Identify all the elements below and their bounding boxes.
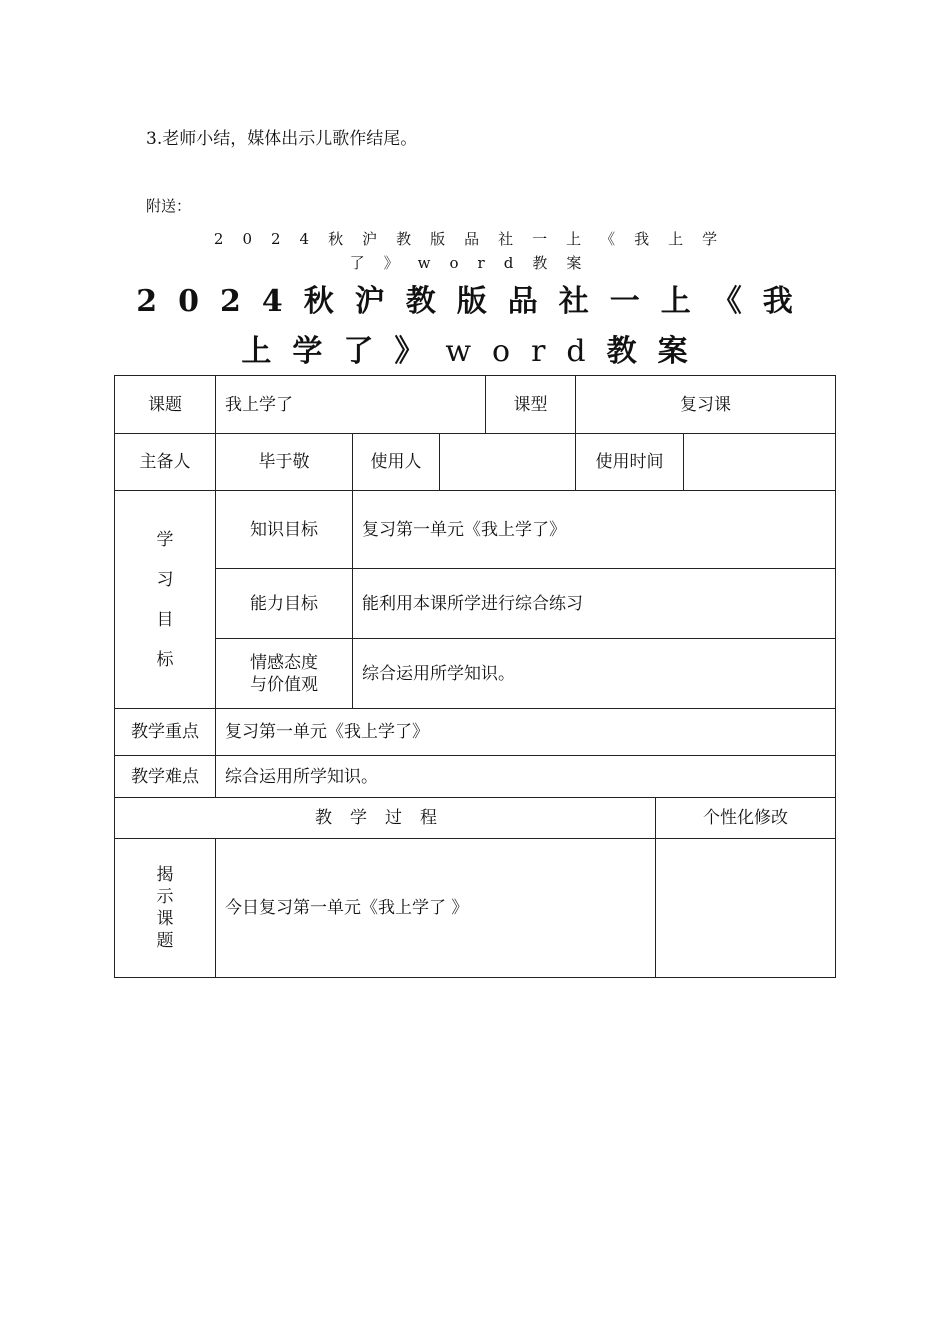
difficulty-value: 综合运用所学知识。	[215, 755, 836, 798]
reveal-topic-char: 课	[156, 909, 174, 929]
step-3-text: 3.老师小结，媒体出示儿歌作结尾。	[146, 129, 418, 149]
teaching-process-label: 教学过程	[315, 808, 455, 828]
ability-goal-value: 能利用本课所学进行综合练习	[352, 568, 836, 639]
learning-goals-char: 标	[156, 649, 174, 670]
key-point-label: 教学重点	[114, 708, 216, 756]
learning-goals-char: 目	[156, 609, 174, 630]
knowledge-goal-label: 知识目标	[215, 490, 353, 569]
emotion-goal-value: 综合运用所学知识。	[352, 638, 836, 709]
big-title-line-2-latin: word	[445, 334, 607, 369]
preparer-label: 主备人	[114, 433, 216, 491]
reveal-topic-value: 今日复习第一单元《我上学了 》	[215, 838, 656, 978]
small-title-line-1: 2024秋沪教版品社一上《我上学	[213, 230, 737, 248]
type-label: 课型	[485, 375, 576, 434]
learning-goals-label	[114, 490, 216, 709]
reveal-topic-char: 示	[156, 887, 174, 907]
topic-label: 课题	[114, 375, 216, 434]
time-value	[683, 433, 836, 491]
type-value: 复习课	[575, 375, 836, 434]
difficulty-label: 教学难点	[114, 755, 216, 798]
emotion-goal-label-line-1: 情感态度	[250, 652, 318, 673]
reveal-topic-char: 揭	[156, 865, 174, 885]
ability-goal-label: 能力目标	[215, 568, 353, 639]
personalized-edit-cell	[655, 838, 836, 978]
knowledge-goal-value: 复习第一单元《我上学了》	[352, 490, 836, 569]
big-title-line-2-end: 教案	[606, 334, 709, 369]
big-title-line-1: 2024秋沪教版品社一上《我	[136, 284, 814, 319]
user-label: 使用人	[352, 433, 440, 491]
teaching-process-header	[114, 797, 656, 839]
attached-label: 附送：	[146, 197, 192, 215]
big-title-line-2	[110, 327, 840, 377]
small-title-line-2: 了》word教案	[349, 254, 601, 272]
user-value	[439, 433, 576, 491]
reveal-topic-label	[114, 838, 216, 978]
personalized-edit-header: 个性化修改	[655, 797, 836, 839]
big-title-line-2-chinese: 上学了》	[241, 334, 446, 369]
topic-value: 我上学了	[215, 375, 486, 434]
reveal-topic-char: 题	[156, 931, 174, 951]
key-point-value: 复习第一单元《我上学了》	[215, 708, 836, 756]
emotion-goal-label-line-2: 与价值观	[250, 674, 318, 695]
time-label: 使用时间	[575, 433, 684, 491]
learning-goals-char: 学	[156, 529, 174, 550]
preparer-value: 毕于敬	[215, 433, 353, 491]
learning-goals-char: 习	[156, 569, 174, 590]
emotion-goal-label	[215, 638, 353, 709]
